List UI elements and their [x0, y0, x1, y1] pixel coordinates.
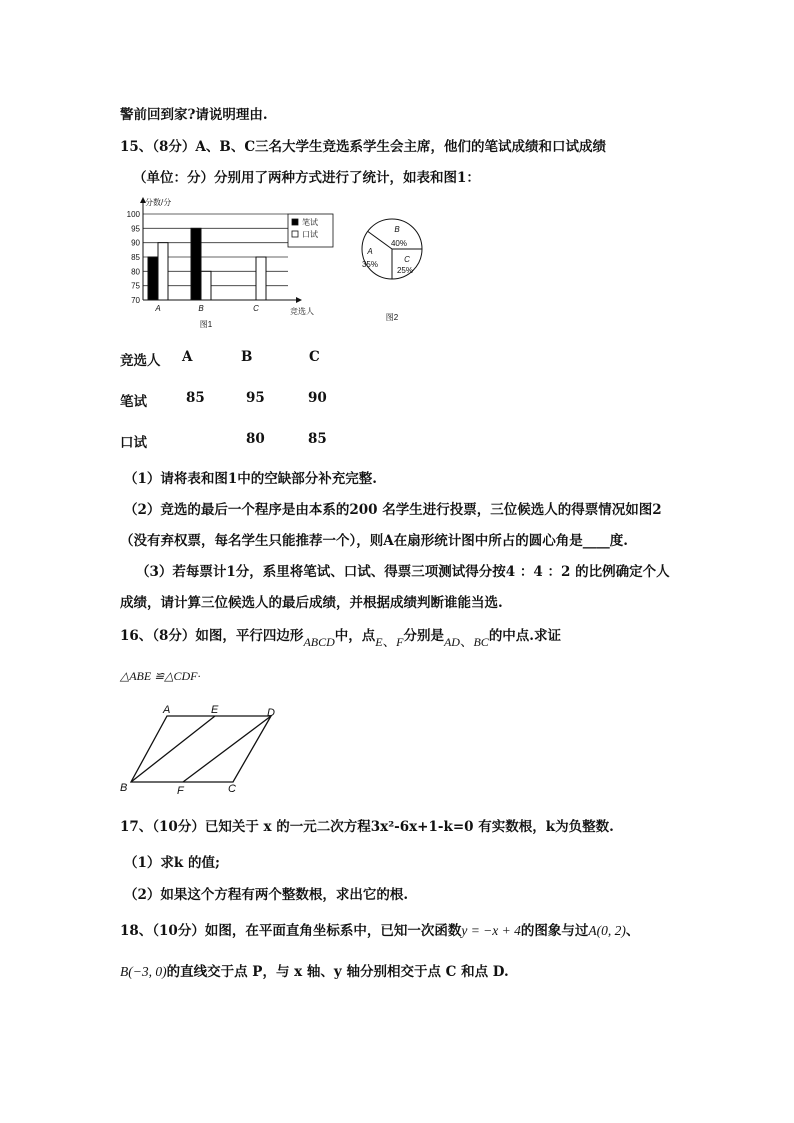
x-tick-label: A [155, 304, 161, 313]
q18-text-d: 的直线交于点 P，与 x 轴、y 轴分别相交于点 C 和点 D. [166, 964, 509, 980]
table-row-oral-label: 口试 [120, 435, 147, 451]
bar [148, 257, 158, 300]
q16-text-a: 16、（8分）如图，平行四边形 [120, 628, 304, 644]
x-tick-label: B [198, 304, 204, 313]
q18-function: y = −x + 4 [461, 923, 521, 938]
q16-segment-ad: AD [443, 635, 460, 649]
legend-label: 笔试 [302, 218, 318, 227]
q15-sub3-line2: 成绩，请计算三位候选人的最后成绩，并根据成绩判断谁能当选. [120, 595, 503, 611]
q17-line1: 17、（10分）已知关于 x 的一元二次方程3x²-6x+1-k=0 有实数根，k为负整数. [120, 819, 614, 835]
q16-line1 [120, 624, 562, 650]
table-row-written-label: 笔试 [120, 394, 147, 410]
legend-label: 口试 [302, 230, 318, 239]
q16-point-f: F [396, 635, 404, 649]
y-tick-label: 85 [131, 253, 140, 262]
label-a: A [163, 704, 171, 716]
q16-point-e: E [375, 635, 383, 649]
y-tick-label: 75 [131, 281, 140, 291]
table-oral-b: 80 [246, 431, 265, 447]
parallelogram-figure [115, 700, 290, 800]
table-header-candidate: 竞选人 [120, 353, 161, 369]
q15-line2: （单位：分）分别用了两种方式进行了统计，如表和图1： [133, 170, 480, 186]
figure1-caption: 图1 [199, 320, 213, 329]
q18-line2 [120, 960, 509, 980]
segment-fd [183, 716, 271, 782]
pie-slice-percent: 35% [361, 260, 379, 269]
q16-sep1: 、 [382, 634, 397, 650]
label-e: E [211, 704, 219, 716]
y-axis-label: 分数/分 [145, 198, 172, 207]
pie-slice-label: C [404, 255, 410, 264]
q17-sub2: （2）如果这个方程有两个整数根，求出它的根. [124, 887, 409, 903]
prev-question-tail: 警前回到家?请说明理由. [120, 107, 268, 123]
y-tick-label: 90 [131, 238, 140, 248]
bar [158, 243, 168, 300]
pie-slice-percent: 25% [396, 266, 414, 275]
segment-be [131, 716, 215, 782]
label-d: D [267, 707, 275, 719]
x-tick-label: C [253, 304, 259, 313]
figure2-caption: 图2 [385, 313, 399, 322]
table-written-a: 85 [186, 390, 205, 406]
parallelogram-abcd [131, 716, 271, 782]
q16-sep2: 、 [459, 634, 474, 650]
y-tick-label: 70 [131, 296, 140, 305]
bar [191, 228, 201, 300]
q16-text-d: 的中点.求证 [488, 628, 562, 644]
table-header-b: B [241, 349, 253, 365]
bar-chart-figure1 [118, 196, 343, 331]
q15-sub2-line1: （2）竞选的最后一个程序是由本系的200 名学生进行投票，三位候选人的得票情况如图2 [124, 502, 662, 518]
q18-text-b: 的图象与过 [520, 923, 589, 939]
table-header-a: A [182, 349, 193, 365]
q16-segment-bc: BC [473, 635, 489, 649]
table-written-c: 90 [308, 390, 327, 406]
legend-swatch [292, 219, 298, 225]
q16-parallelogram-name: ABCD [303, 635, 335, 649]
q15-line1: 15、（8分）A、B、C三名大学生竞选系学生会主席，他们的笔试成绩和口试成绩 [120, 139, 607, 155]
legend-swatch [292, 231, 298, 237]
pie-slice-percent: 40% [390, 239, 408, 248]
q18-point-b: B(−3, 0) [120, 964, 167, 979]
table-header-c: C [309, 349, 320, 365]
label-c: C [228, 783, 236, 795]
pie-slice-label: B [394, 225, 400, 234]
q18-line1 [120, 919, 639, 939]
q16-text-b: 中，点 [334, 628, 376, 644]
q18-point-a: A(0, 2) [588, 923, 626, 938]
y-tick-label: 95 [131, 224, 140, 234]
table-oral-c: 85 [308, 431, 327, 447]
q17-sub1: （1）求k 的值; [124, 855, 220, 871]
q18-text-a: 18、（10分）如图，在平面直角坐标系中，已知一次函数 [120, 923, 462, 939]
pie-chart-figure2 [355, 212, 430, 327]
q15-sub2-line2: （没有弃权票，每名学生只能推荐一个），则A在扇形统计图中所占的圆心角是____度. [120, 533, 628, 549]
q18-text-c: 、 [625, 923, 640, 939]
q16-text-c: 分别是 [403, 628, 444, 644]
bar [201, 271, 211, 300]
bar [256, 257, 266, 300]
q15-sub3-line1: （3）若每票计1分，系里将笔试、口试、得票三项测试得分按4 ：4 ：2 的比例确定个人 [136, 564, 670, 580]
x-axis-arrow [296, 297, 302, 303]
pie-slice-label: A [367, 247, 373, 256]
y-tick-label: 80 [131, 267, 140, 277]
table-written-b: 95 [246, 390, 265, 406]
label-f: F [177, 785, 184, 797]
y-tick-label: 100 [126, 210, 140, 219]
label-b: B [120, 782, 128, 794]
q16-proof-statement: △ABE ≌△CDF· [120, 669, 201, 683]
q15-sub1: （1）请将表和图1中的空缺部分补充完整. [124, 471, 377, 487]
x-axis-label: 竞选人 [290, 307, 314, 316]
